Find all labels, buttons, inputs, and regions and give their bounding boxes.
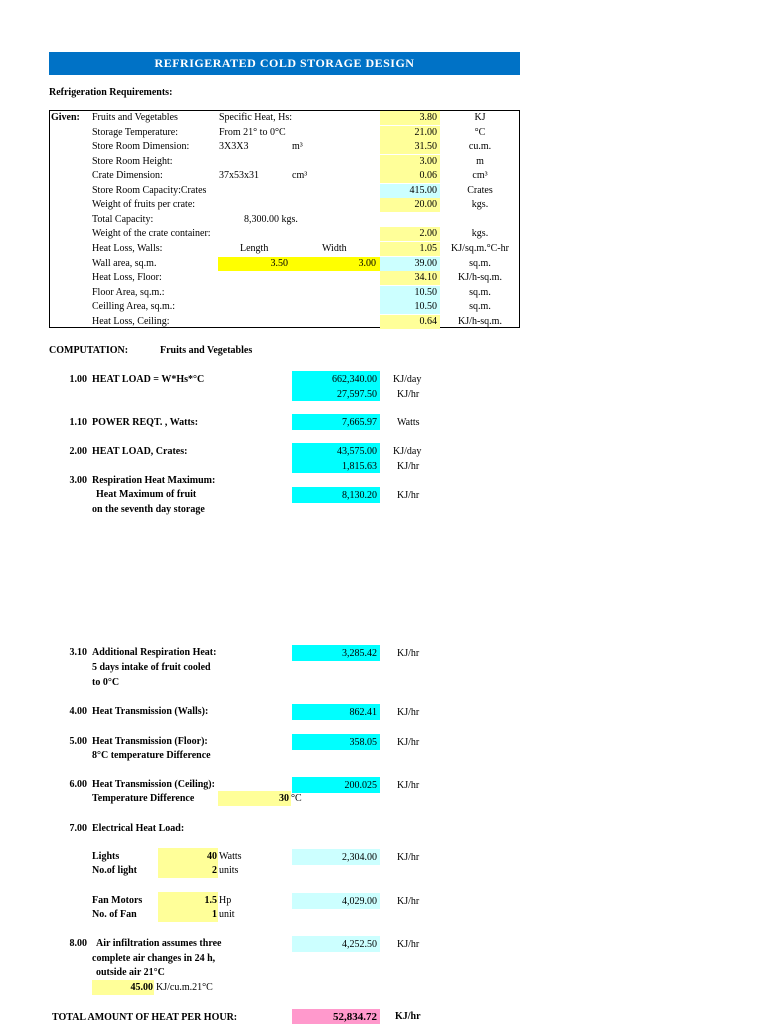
item-number: 8.00 <box>69 938 87 949</box>
walls-transmission-value: 862.41 <box>349 707 377 718</box>
given-value[interactable]: 415.00 <box>409 185 437 196</box>
item-label: Respiration Heat Maximum: <box>92 475 216 486</box>
lights-label: Lights <box>92 851 120 862</box>
infiltration-rate-value[interactable]: 45.00 <box>130 982 153 993</box>
air-infiltration-value: 4,252.50 <box>342 939 377 950</box>
given-label: Given: <box>51 112 80 123</box>
given-value[interactable]: 0.06 <box>419 170 437 181</box>
unit-label: KJ/hr <box>397 896 420 907</box>
given-unit: °C <box>474 127 486 138</box>
given-value[interactable]: 3.00 <box>419 156 437 167</box>
given-desc: From 21° to 0°C <box>219 127 286 138</box>
given-label: Ceilling Area, sq.m.: <box>92 301 176 312</box>
given-label: Heat Loss, Floor: <box>92 272 162 283</box>
unit-label: KJ/cu.m.21°C <box>156 982 213 993</box>
given-value[interactable]: 0.64 <box>419 316 437 327</box>
item-label: POWER REQT. , Watts: <box>92 417 199 428</box>
given-desc: 37x53x31 <box>219 170 259 181</box>
no-of-light-label: No.of light <box>92 865 137 876</box>
given-value[interactable]: 1.05 <box>419 243 437 254</box>
page-title: REFRIGERATED COLD STORAGE DESIGN <box>49 52 520 75</box>
computation-label: COMPUTATION: <box>49 345 129 356</box>
item-label-line2: Temperature Difference <box>92 793 195 804</box>
given-value[interactable]: 3.80 <box>419 112 437 123</box>
item-label-line2: Heat Maximum of fruit <box>96 489 197 500</box>
given-desc: 8,300.00 kgs. <box>244 214 298 225</box>
given-unit: sq.m. <box>469 301 491 312</box>
given-value[interactable]: 10.50 <box>414 301 437 312</box>
given-label: Weight of the crate container: <box>92 228 211 239</box>
item-label: Additional Respiration Heat: <box>92 647 217 658</box>
unit-label: KJ/hr <box>397 648 420 659</box>
item-number: 2.00 <box>69 446 87 457</box>
crates-day-value: 43,575.00 <box>337 446 377 457</box>
given-value[interactable]: 34.10 <box>414 272 437 283</box>
no-of-light-value[interactable]: 2 <box>212 865 217 876</box>
given-value[interactable]: 31.50 <box>414 141 437 152</box>
item-number: 3.10 <box>69 647 87 658</box>
unit-label: Watts <box>397 417 420 428</box>
given-unit: KJ/h-sq.m. <box>458 272 502 283</box>
item-label: HEAT LOAD, Crates: <box>92 446 188 457</box>
given-label: Store Room Capacity:Crates <box>92 185 207 196</box>
unit-label: KJ/hr <box>395 1011 421 1022</box>
item-label: Heat Transmission (Ceiling): <box>92 779 215 790</box>
item-label: HEAT LOAD = W*Hs*°C <box>92 374 205 385</box>
requirements-heading: Refrigeration Requirements: <box>49 87 173 98</box>
given-unit: KJ/h-sq.m. <box>458 316 502 327</box>
unit-label: °C <box>291 793 302 804</box>
given-unit: sq.m. <box>469 287 491 298</box>
unit-label: unit <box>219 909 235 920</box>
given-label: Heat Loss, Walls: <box>92 243 163 254</box>
item-number: 1.00 <box>69 374 87 385</box>
unit-label: KJ/hr <box>397 780 420 791</box>
given-value[interactable]: 10.50 <box>414 287 437 298</box>
unit-label: KJ/hr <box>397 461 420 472</box>
unit-label: KJ/hr <box>397 939 420 950</box>
given-label: Store Room Dimension: <box>92 141 190 152</box>
item-number: 4.00 <box>69 706 87 717</box>
given-unit: KJ <box>474 112 486 123</box>
unit-label: KJ/day <box>393 446 422 457</box>
given-label: Floor Area, sq.m.: <box>92 287 165 298</box>
item-label-line3: outside air 21°C <box>96 967 165 978</box>
given-label: Heat Loss, Ceiling: <box>92 316 170 327</box>
given-unit-mid: cm³ <box>292 170 308 181</box>
given-value[interactable]: 20.00 <box>414 199 437 210</box>
no-of-fan-label: No. of Fan <box>92 909 137 920</box>
fan-total-value: 4,029.00 <box>342 896 377 907</box>
given-label: Wall area, sq.m. <box>92 258 157 269</box>
given-unit-mid: Width <box>322 243 347 254</box>
floor-transmission-value: 358.05 <box>349 737 377 748</box>
unit-label: KJ/hr <box>397 389 420 400</box>
wall-width-value[interactable]: 3.00 <box>358 258 376 269</box>
unit-label: KJ/hr <box>397 490 420 501</box>
item-label-line2: 5 days intake of fruit cooled <box>92 662 211 673</box>
total-heat-value: 52,834.72 <box>333 1011 377 1023</box>
given-unit: kgs. <box>471 199 489 210</box>
unit-label: KJ/day <box>393 374 422 385</box>
crates-hr-value: 1,815.63 <box>342 461 377 472</box>
given-unit: sq.m. <box>469 258 491 269</box>
unit-label: KJ/hr <box>397 707 420 718</box>
item-label: Electrical Heat Load: <box>92 823 185 834</box>
unit-label: Watts <box>219 851 242 862</box>
given-label: Crate Dimension: <box>92 170 163 181</box>
item-label: Air infiltration assumes three <box>96 938 222 949</box>
item-number: 6.00 <box>69 779 87 790</box>
unit-label: units <box>219 865 239 876</box>
item-label-line2: complete air changes in 24 h, <box>92 953 216 964</box>
total-label: TOTAL AMOUNT OF HEAT PER HOUR: <box>52 1012 238 1023</box>
unit-label: KJ/hr <box>397 737 420 748</box>
unit-label: KJ/hr <box>397 852 420 863</box>
item-label-line2: 8°C temperature Difference <box>92 750 211 761</box>
temp-difference-value[interactable]: 30 <box>279 793 289 804</box>
item-number: 5.00 <box>69 736 87 747</box>
item-label-line3: on the seventh day storage <box>92 504 205 515</box>
given-unit: cm³ <box>472 170 488 181</box>
wall-length-value[interactable]: 3.50 <box>270 258 288 269</box>
given-unit: Crates <box>467 185 493 196</box>
fan-motors-label: Fan Motors <box>92 895 143 906</box>
item-label: Heat Transmission (Floor): <box>92 736 208 747</box>
lights-value[interactable]: 40 <box>207 851 217 862</box>
given-value[interactable]: 39.00 <box>414 258 437 269</box>
computation-subject: Fruits and Vegetables <box>160 345 253 356</box>
item-number: 3.00 <box>69 475 87 486</box>
unit-label: Hp <box>219 895 232 906</box>
given-value[interactable]: 21.00 <box>414 127 437 138</box>
given-unit: KJ/sq.m.°C-hr <box>451 243 509 254</box>
heat-load-hr-value: 27,597.50 <box>337 389 377 400</box>
given-unit: cu.m. <box>468 141 492 152</box>
no-of-fan-value[interactable]: 1 <box>212 909 217 920</box>
given-unit-mid: m³ <box>292 141 303 152</box>
fan-motors-value[interactable]: 1.5 <box>204 895 217 906</box>
given-label: Storage Temperature: <box>92 127 179 138</box>
given-value[interactable]: 2.00 <box>419 228 437 239</box>
given-label: Store Room Height: <box>92 156 173 167</box>
heat-load-day-value: 662,340.00 <box>332 374 377 385</box>
additional-respiration-value: 3,285.42 <box>342 648 377 659</box>
given-desc: Length <box>240 243 269 254</box>
given-label: Fruits and Vegetables <box>92 112 178 123</box>
given-unit: kgs. <box>471 228 489 239</box>
power-reqt-value: 7,665.97 <box>342 417 377 428</box>
given-desc: Specific Heat, Hs: <box>219 112 293 123</box>
ceiling-transmission-value: 200.025 <box>344 780 377 791</box>
item-label-line3: to 0°C <box>92 677 120 688</box>
given-unit: m <box>476 156 484 167</box>
lights-total-value: 2,304.00 <box>342 852 377 863</box>
item-label: Heat Transmission (Walls): <box>92 706 209 717</box>
item-number: 1.10 <box>69 417 87 428</box>
given-label: Total Capacity: <box>92 214 154 225</box>
given-label: Weight of fruits per crate: <box>92 199 196 210</box>
given-desc: 3X3X3 <box>219 141 249 152</box>
item-number: 7.00 <box>69 823 87 834</box>
respiration-heat-value: 8,130.20 <box>342 490 377 501</box>
